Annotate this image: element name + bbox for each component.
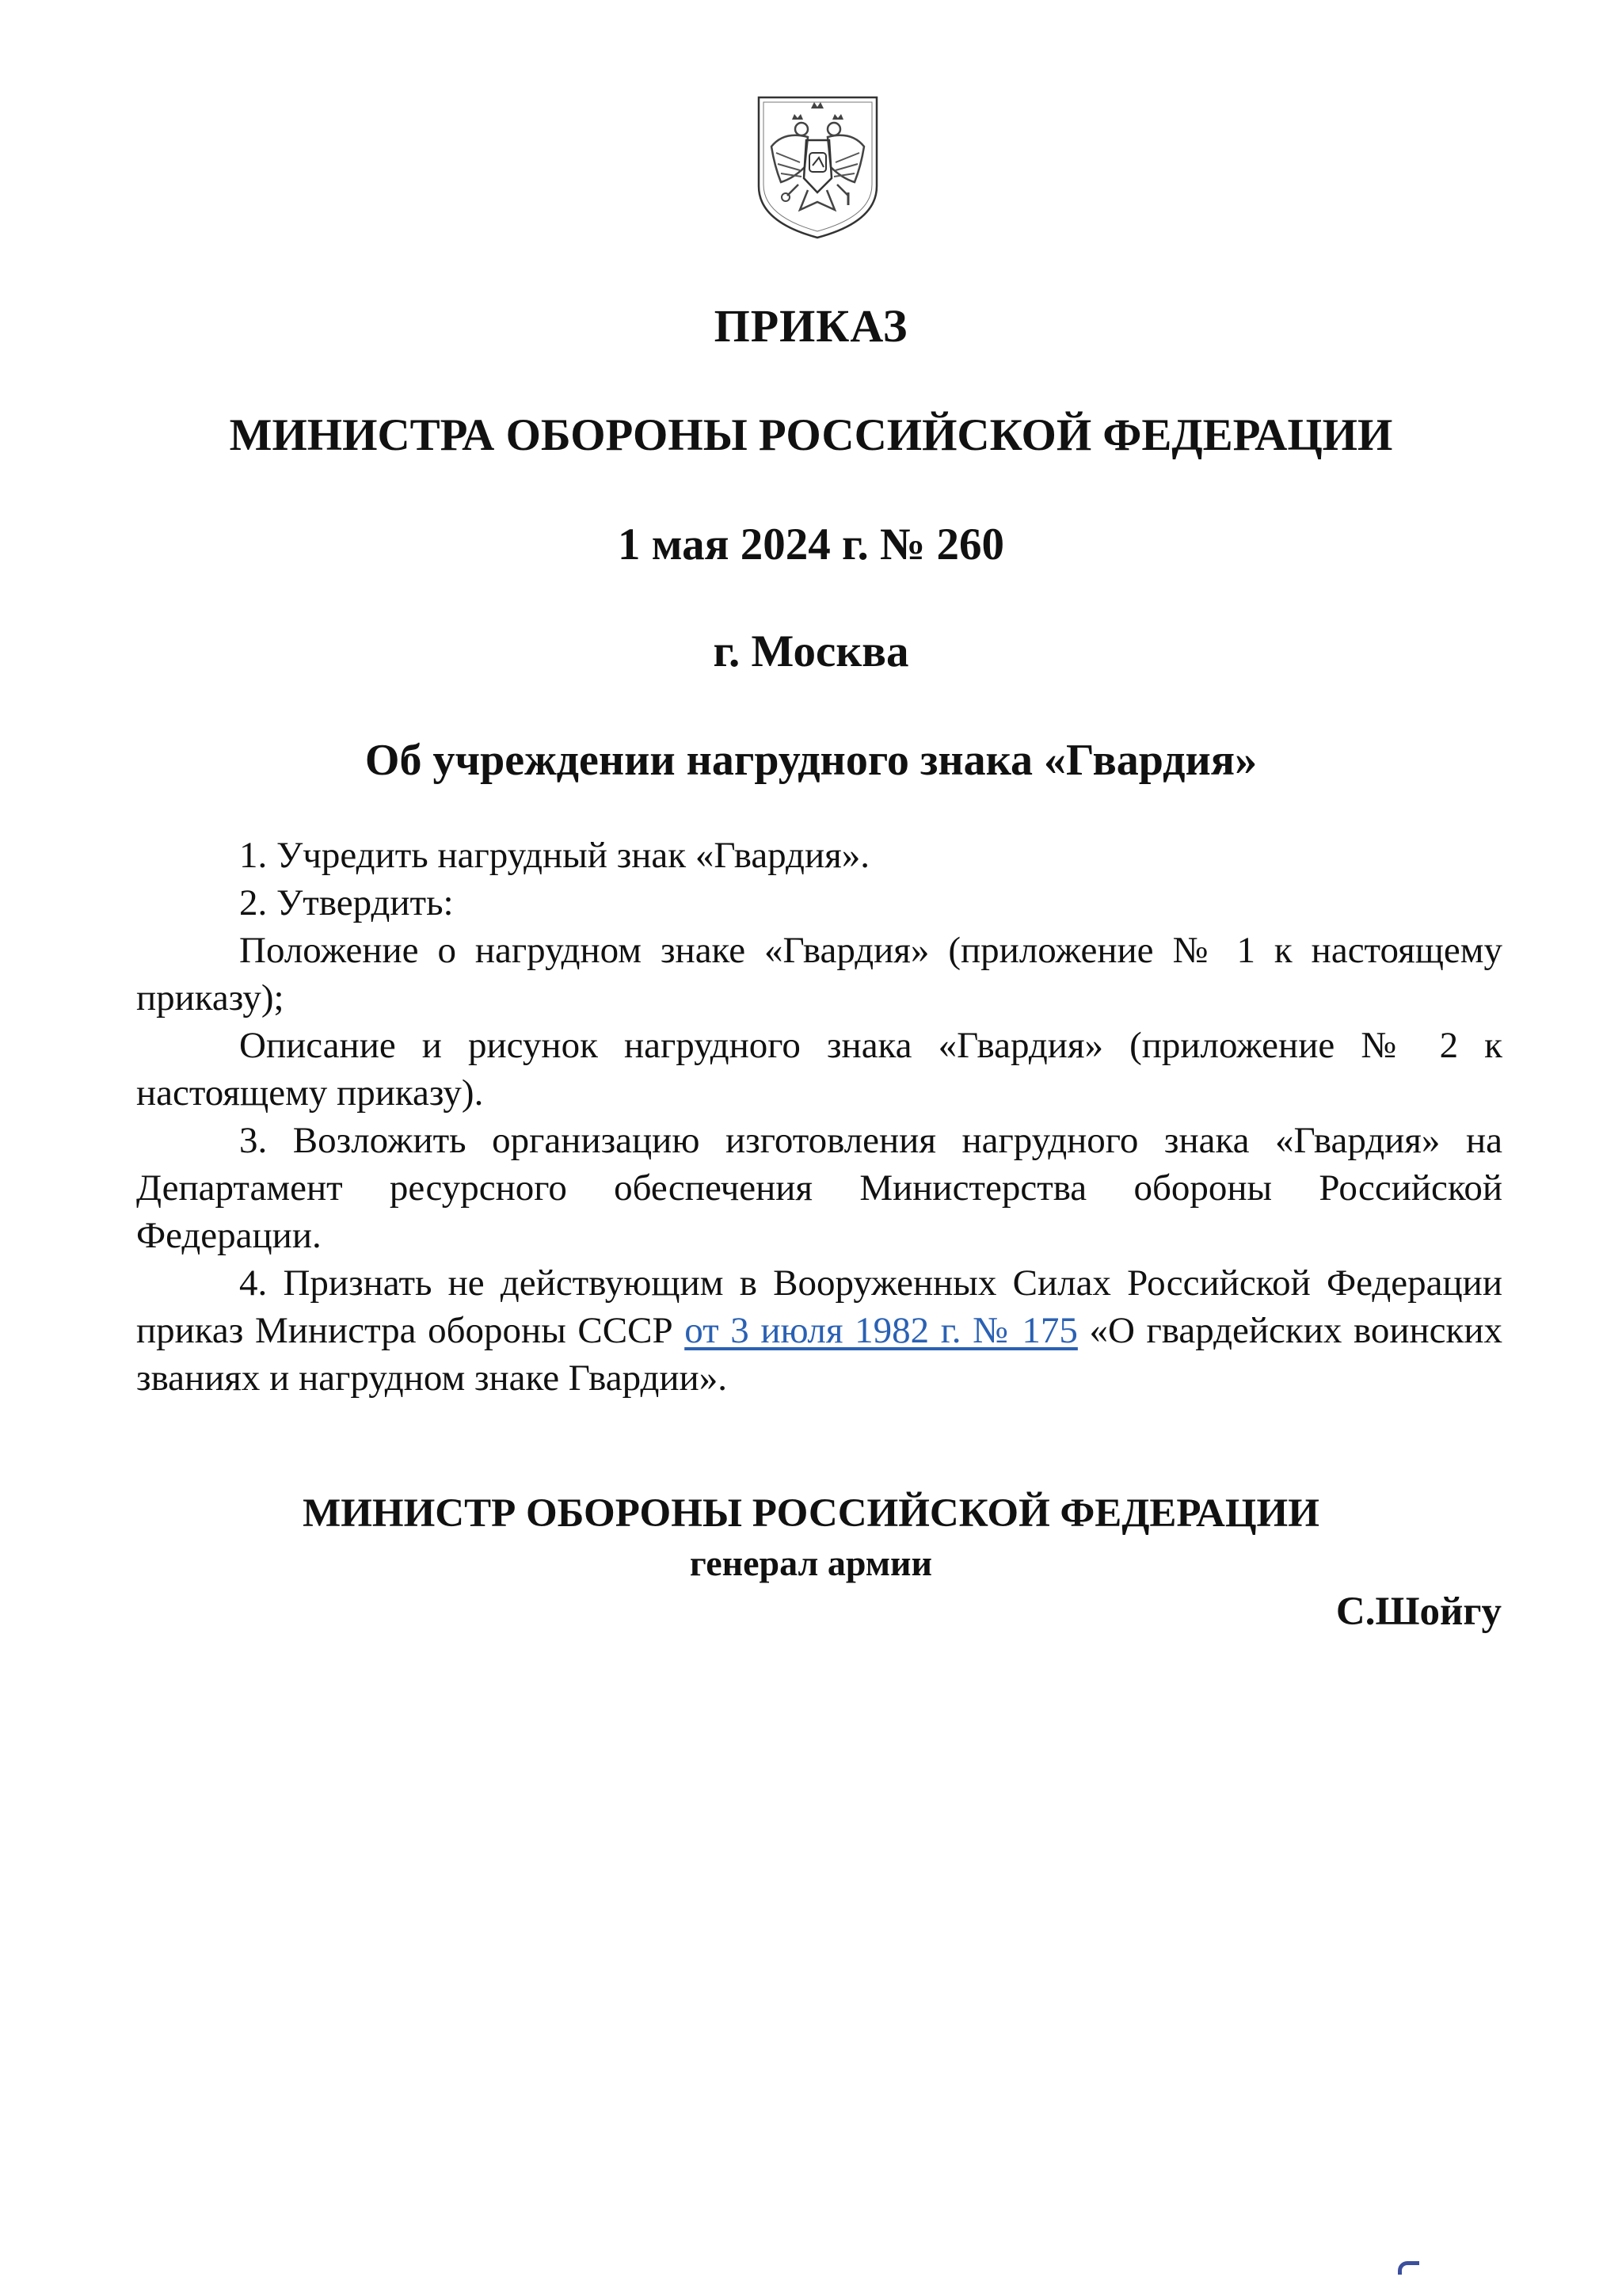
document-date-number: 1 мая 2024 г. № 260 xyxy=(617,520,1004,569)
signature-rank: генерал армии xyxy=(689,1543,933,1583)
document-issuer: МИНИСТРА ОБОРОНЫ РОССИЙСКОЙ ФЕДЕРАЦИИ xyxy=(229,410,1393,460)
order-item-4-text: 4. Признать не действующим в Вооруженных Силах Российской Федерации приказ Министра обороны СССР xyxy=(136,1262,1502,1351)
order-item-4-title: «О гвардейских воинских званиях и нагрудном знаке Гвардии». xyxy=(136,1310,1503,1399)
order-item-3: 3. Возложить организацию изготовления нагрудного знака «Гвардия» на Департамент ресурсного обеспечения Министерства обороны Российской Федерации. xyxy=(136,1120,1502,1256)
order-item-2b: Описание и рисунок нагрудного знака «Гвардия» (приложение № 2 к настоящему приказу). xyxy=(136,1025,1502,1114)
document-subject: Об учреждении нагрудного знака «Гвардия» xyxy=(364,736,1258,785)
order-item-2: 2. Утвердить: xyxy=(239,882,454,923)
order-item-4 xyxy=(136,1259,1502,1402)
signature-title: МИНИСТР ОБОРОНЫ РОССИЙСКОЙ ФЕДЕРАЦИИ xyxy=(303,1491,1319,1536)
document-title: ПРИКАЗ xyxy=(714,300,908,352)
signature-name: С.Шойгу xyxy=(1335,1590,1502,1634)
scan-artifact xyxy=(1398,2261,1419,2275)
order-item-1: 1. Учредить нагрудный знак «Гвардия». xyxy=(239,835,870,876)
order-1982-link[interactable]: от 3 июля 1982 г. № 175 xyxy=(684,1310,1078,1351)
document-body xyxy=(136,832,1502,1402)
order-item-2a: Положение о нагрудном знаке «Гвардия» (приложение № 1 к настоящему приказу); xyxy=(136,930,1502,1019)
russian-coat-of-arms-icon xyxy=(752,91,883,242)
document-city: г. Москва xyxy=(713,626,909,676)
